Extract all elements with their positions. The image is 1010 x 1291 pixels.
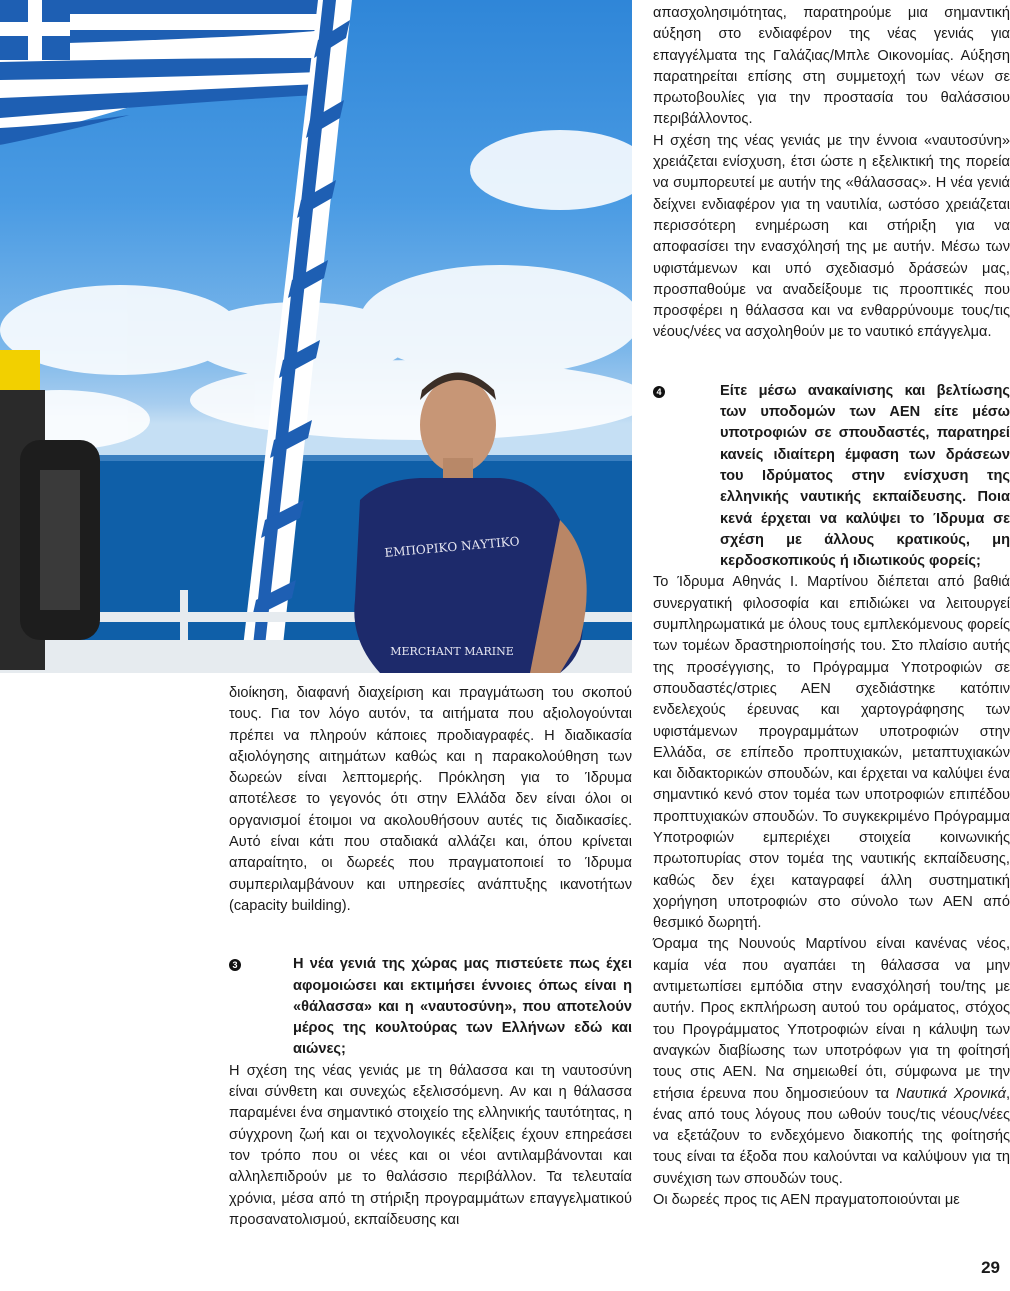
answer-4-paragraph-2	[653, 934, 1010, 1190]
photo-illustration	[0, 0, 632, 673]
left-column	[229, 683, 632, 1231]
question-4	[653, 381, 1010, 573]
right-column	[653, 3, 1010, 1211]
question-4-text: Είτε μέσω ανακαίνισης και βελτίωσης των υποδομών των ΑΕΝ είτε μέσω υποτροφιών σε σπουδαστές, παρατηρεί κανείς ιδιαίτερη έμφαση των δράσεων του Ιδρύματος στην ενίσχυση της ελληνικής ναυτικής εκπαίδευσης. Ποια κενά έρχεται να καλύψει το Ίδρυμα σε σχέση με άλλους κρατικούς, μη κερδοσκοπικούς ή ιδιωτικούς φορείς;	[720, 382, 1010, 570]
shirt-text-bottom: MERCHANT MARINE	[390, 645, 514, 658]
ship-deck-photo	[0, 0, 632, 673]
answer-4-paragraph-3: Οι δωρεές προς τις ΑΕΝ πραγματοποιούνται με	[653, 1192, 960, 1209]
greek-flag	[0, 0, 330, 145]
right-paragraph-1: απασχολησιμότητας, παρατηρούμε μια σημαντική αύξηση στο ενδιαφέρον της νέας γενιάς για επαγγέλματα της Γαλάζιας/Μπλε Οικονομίας. Αύξηση παρατηρείται επίσης στη συμμετοχή των νέων σε πρωτοβουλίες για την προστασία του θαλάσσιου περιβάλλοντος.	[653, 5, 1010, 128]
answer-4-p2-start: Όραμα της Νουνούς Μαρτίνου είναι κανένας νέος, καμία νέα που αγαπάει τη θάλασσα να μην αντιμετωπίσει εμπόδια στην ενασχόλησή του/της με αυτήν. Προς εκπλήρωση αυτού του οράματος, στόχος του Προγράμματος Υποτροφιών είναι η κάλυψη των αναγκών διαβίωσης των υποτρόφων για τη φοίτησή τους στις ΑΕΝ. Να σημειωθεί ότι, σύμφωνα με την ετήσια έρευνα που δημοσιεύουν τα	[653, 936, 1010, 1102]
shirt-text-top: ΕΜΠΟΡΙΚΟ ΝΑΥΤΙΚΟ	[383, 534, 521, 560]
question-3-text: Η νέα γενιά της χώρας μας πιστεύετε πως έχει αφομοιώσει και εκτιμήσει έννοιες όπως είναι η «θάλασσα» και η «ναυτοσύνη», που αποτελούν μέρος της κουλτούρας των Ελλήνων εδώ και αιώνες;	[293, 956, 632, 1058]
left-paragraph-1: διοίκηση, διαφανή διαχείριση και πραγμάτωση του σκοπού τους. Για τον λόγο αυτόν, τα αιτήματα που αξιολογούνται πρέπει να πληρούν κάποιες προδιαγραφές. Η διαδικασία αξιολόγησης αιτημάτων καθώς και η παρακολούθηση των δωρεών είναι λεπτομερής. Πρόκληση για το Ίδρυμα αποτέλεσε το γεγονός ότι στην Ελλάδα δεν είναι όλοι οι οργανισμοί έτοιμοι να ακολουθήσουν αυτές τις διαδικασίες. Αυτό είναι κάτι που σταδιακά αλλάζει και, όπου κρίνεται απαραίτητο, οι δωρεές που πραγματοποιεί το Ίδρυμα συμπεριλαμβάνουν και υπηρεσίες ανάπτυξης ικανοτήτων (capacity building).	[229, 685, 632, 914]
page-number: 29	[981, 1258, 1000, 1277]
question-number-badge: 3	[229, 959, 241, 971]
right-paragraph-2: Η σχέση της νέας γενιάς με την έννοια «ναυτοσύνη» χρειάζεται ενίσχυση, έτσι ώστε η εξελικτική της πορεία να συμπορευτεί με αυτήν της «θάλασσας». Η νέα γενιά δείχνει ενδιαφέρον για τη ναυτιλία, ωστόσο χρειάζεται περισσότερη ενημέρωση και στήριξη για να αποφασίσει την ενασχόλησή της με αυτήν. Μέσω των υφιστάμενων και υπό σχεδιασμό δράσεών μας, προσπαθούμε να αναδείξουμε τις προοπτικές που προσφέρει η θάλασσα και να ενθαρρύνουμε τους/τις νέους/νέες να ασχοληθούν με το ναυτικό επάγγελμα.	[653, 132, 1010, 341]
question-number-badge: 4	[653, 386, 665, 398]
question-3	[229, 954, 632, 1060]
answer-4-p2-end: , ένας από τους λόγους που ωθούν τους/τις νέους/νέες να εξετάζουν το ενδεχόμενο διακοπής της φοίτησής τους είναι τα έξοδα που καλούνται να καλύψουν για τη συνέχιση των σπουδών τους.	[653, 1085, 1010, 1187]
publication-name: Ναυτικά Χρονικά	[895, 1085, 1006, 1102]
answer-4-paragraph-1: Το Ίδρυμα Αθηνάς Ι. Μαρτίνου διέπεται από βαθιά συνεργατική φιλοσοφία και επιδιώκει να λειτουργεί συμπληρωματικά με όλους τους εμπλεκόμενους φορείς των τομέων δραστηριοποίησής του. Στο πλαίσιο αυτής της προσέγγισης, το Πρόγραμμα Υποτροφιών σε σπουδαστές/στριες ΑΕΝ σχεδιάστηκε κατόπιν ενδελεχούς έρευνας και χαρτογράφησης των υφιστάμενων προγραμμάτων υποτροφιών στην Ελλάδα, σε επίπεδο προπτυχιακών, μεταπτυχιακών και διδακτορικών σπουδών, και έρχεται να καλύψει ένα σημαντικό κενό στον τομέα των υποτροφιών επιπέδου προπτυχιακών σπουδών. Το συγκεκριμένο Πρόγραμμα Υποτροφιών εμπεριέχει στοιχεία κοινωνικής πρωτοπυρίας στον τομέα της ναυτικής εκπαίδευσης, καθώς δεν έχει καταγραφεί άλλη συστηματική χορήγηση υποτροφιών στο σύνολο των ΑΕΝ από θεσμικό δωρητή.	[653, 574, 1010, 932]
answer-3-paragraph: Η σχέση της νέας γενιάς με τη θάλασσα και τη ναυτοσύνη είναι σύνθετη και συνεχώς εξελισσόμενη. Αν και η θάλασσα παραμένει ένα σημαντικό στοιχείο της ελληνικής ταυτότητας, η σύγχρονη ζωή και οι τεχνολογικές εξελίξεις έχουν επηρεάσει τον τρόπο που οι νέες και οι νέοι αντιλαμβάνονται και αλληλεπιδρούν με το θαλάσσιο περιβάλλον. Τα τελευταία χρόνια, μέσα από τη στήριξη προγραμμάτων επαγγελματικού προσανατολισμού, εκπαίδευσης και	[229, 1062, 632, 1228]
